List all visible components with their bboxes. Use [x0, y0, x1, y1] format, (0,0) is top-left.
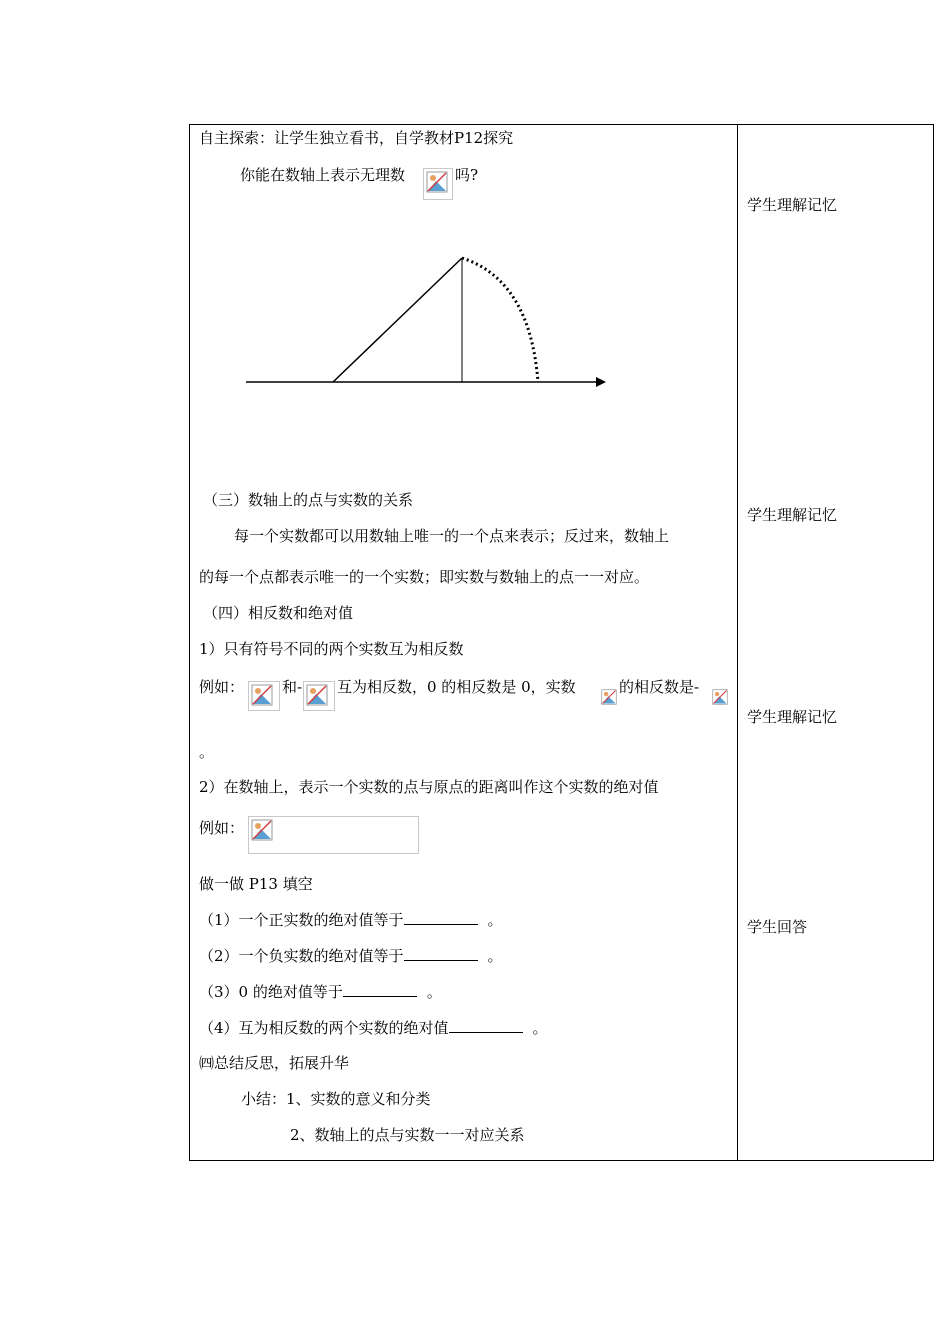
number-line-diagram: [240, 250, 620, 400]
hypotenuse-line: [333, 258, 462, 382]
section3-para-line2: 的每一个点都表示唯一的一个实数；即实数与数轴上的点一一对应。: [199, 568, 650, 586]
sqrt-formula-image: [423, 168, 453, 200]
broken-image-icon: [251, 819, 273, 841]
example-period: 。: [199, 743, 215, 761]
example-end: 的相反数是-: [619, 678, 700, 696]
answer-blank: [404, 946, 478, 961]
broken-image-icon: [601, 689, 617, 705]
broken-image-icon: [426, 171, 448, 193]
broken-image-icon: [712, 689, 728, 705]
question-3: （3）0 的绝对值等于 。: [199, 983, 442, 1001]
column-divider: [737, 124, 738, 1161]
compass-arc: [462, 258, 538, 382]
summary-title: ㈣总结反思，拓展升华: [199, 1054, 350, 1072]
example2-label: 例如：: [199, 819, 245, 837]
broken-image-icon: [306, 684, 328, 706]
summary-line2: 2、数轴上的点与实数一一对应关系: [290, 1126, 525, 1144]
explore-heading: 自主探索：让学生独立看书，自学教材P12探究: [199, 129, 514, 147]
abs-value-formula-image: [248, 816, 419, 854]
right-note-2: 学生理解记忆: [747, 506, 838, 524]
answer-blank: [404, 910, 478, 925]
question-part-a: 你能在数轴上表示无理数: [240, 166, 406, 184]
question-2: （2）一个负实数的绝对值等于 。: [199, 947, 503, 965]
answer-blank: [449, 1018, 523, 1033]
right-note-1: 学生理解记忆: [747, 196, 838, 214]
formula-image-small: [712, 687, 729, 707]
item2-text: 2）在数轴上，表示一个实数的点与原点的距离叫作这个实数的绝对值: [199, 778, 659, 796]
right-note-4: 学生回答: [747, 918, 808, 936]
question-part-b: 吗?: [455, 166, 479, 184]
practice-title: 做一做 P13 填空: [199, 875, 313, 893]
question-text: [240, 165, 405, 185]
right-note-3: 学生理解记忆: [747, 708, 838, 726]
formula-image: [303, 681, 335, 711]
section3-title: （三）数轴上的点与实数的关系: [203, 491, 414, 509]
broken-image-icon: [251, 684, 273, 706]
formula-image-small: [601, 687, 618, 707]
item1-text: 1）只有符号不同的两个实数互为相反数: [199, 640, 464, 658]
axis-arrow: [596, 377, 606, 387]
summary-line1: 小结：1、实数的意义和分类: [241, 1090, 431, 1108]
example-label: 例如：: [199, 678, 245, 696]
answer-blank: [343, 982, 417, 997]
section4-title: （四）相反数和绝对值: [203, 604, 354, 622]
example-and: 和-: [282, 678, 303, 696]
section3-para-line1: 每一个实数都可以用数轴上唯一的一个点来表示；反过来，数轴上: [234, 527, 670, 545]
example-mid: 互为相反数，0 的相反数是 0，实数: [337, 678, 576, 696]
question-4: （4）互为相反数的两个实数的绝对值 。: [199, 1019, 548, 1037]
question-1: （1）一个正实数的绝对值等于 。: [199, 911, 503, 929]
formula-image: [248, 681, 280, 711]
